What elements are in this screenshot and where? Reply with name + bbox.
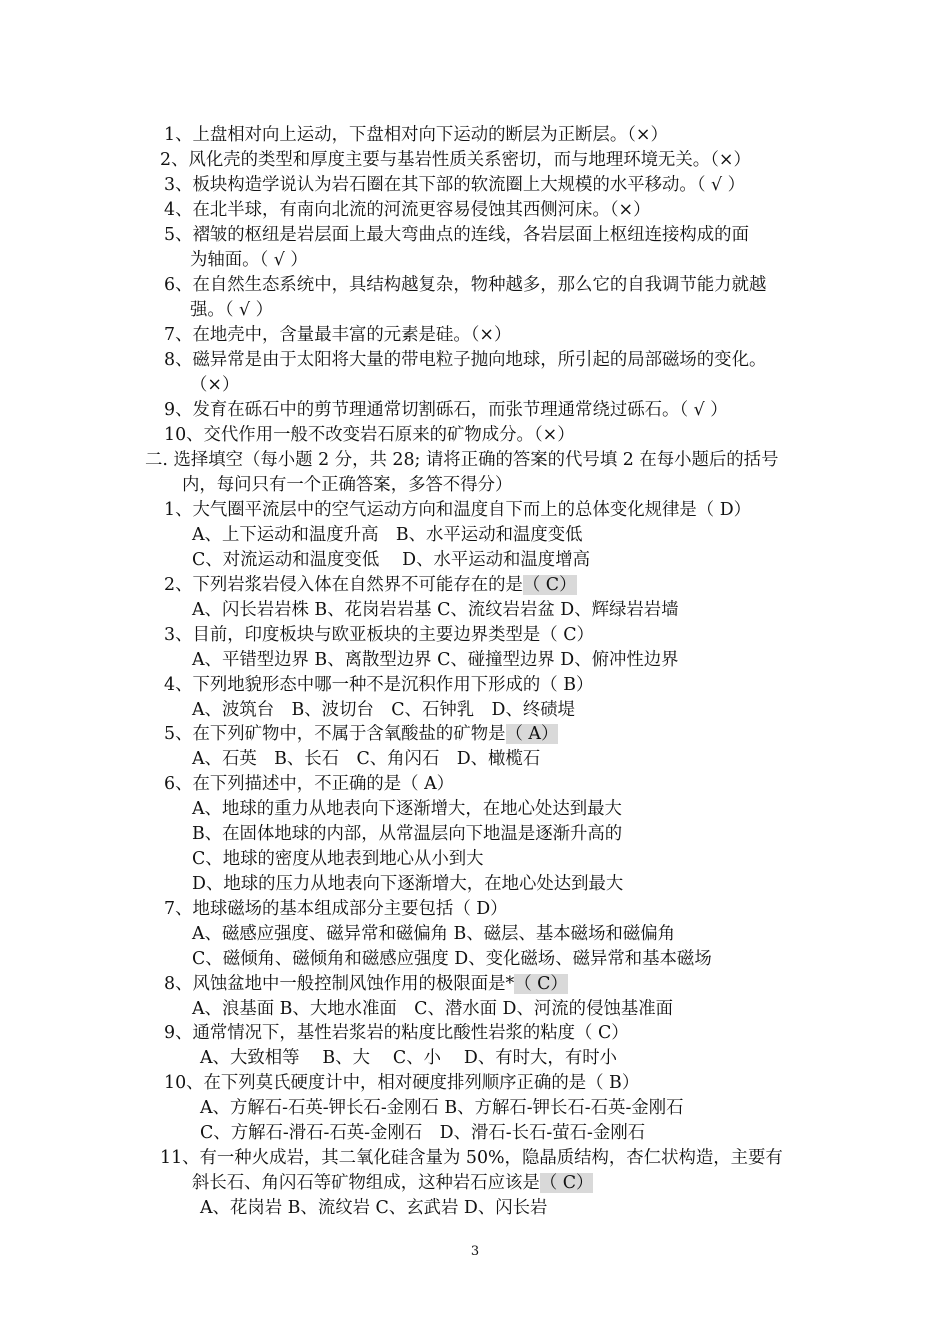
question-5-options: A、石英 B、长石 C、角闪石 D、橄榄石 [192, 749, 541, 769]
question-7-stem: 7、地球磁场的基本组成部分主要包括（ D） [164, 899, 508, 919]
question-10-options-row1: A、方解石-石英-钾长石-金刚石 B、方解石-钾长石-石英-金刚石 [200, 1098, 684, 1118]
tf-item-2: 2、风化壳的类型和厚度主要与基岩性质关系密切，而与地理环境无关。（×） [160, 150, 751, 170]
question-11-options: A、花岗岩 B、流纹岩 C、玄武岩 D、闪长岩 [200, 1198, 548, 1218]
question-2-answer: （ C） [522, 575, 577, 595]
tf-item-4: 4、在北半球，有南向北流的河流更容易侵蚀其西侧河床。（×） [164, 200, 651, 220]
question-1-stem: 1、大气圈平流层中的空气运动方向和温度自下而上的总体变化规律是（ D） [164, 500, 752, 520]
question-11-stem: 11、有一种火成岩，其二氧化硅含量为 50%，隐晶质结构，杏仁状构造，主要有 [160, 1148, 783, 1168]
page-number: 3 [470, 1244, 480, 1259]
tf-item-3: 3、板块构造学说认为岩石圈在其下部的软流圈上大规模的水平移动。（ √ ） [164, 175, 746, 195]
tf-item-5-continuation: 为轴面。（ √ ） [190, 250, 308, 270]
section2-heading: 二. 选择填空（每小题 2 分，共 28; 请将正确的答案的代号填 2 在每小题后的括号 [145, 450, 779, 470]
question-5-stem: 5、在下列矿物中，不属于含氧酸盐的矿物是 [164, 724, 506, 744]
question-8-answer: （ C） [514, 974, 568, 994]
question-6-stem: 6、在下列描述中，不正确的是（ A） [164, 774, 455, 794]
tf-item-7: 7、在地壳中，含量最丰富的元素是硅。（×） [164, 325, 512, 345]
question-3-options: A、平错型边界 B、离散型边界 C、碰撞型边界 D、俯冲性边界 [192, 650, 679, 670]
question-6-option-b: B、在固体地球的内部，从常温层向下地温是逐渐升高的 [192, 824, 623, 844]
question-6-option-c: C、地球的密度从地表到地心从小到大 [192, 849, 484, 869]
question-11-line2 [192, 1171, 593, 1195]
section2-heading-continuation: 内，每问只有一个正确答案，多答不得分） [182, 475, 513, 495]
question-7-options-row2: C、磁倾角、磁倾角和磁感应强度 D、变化磁场、磁异常和基本磁场 [192, 949, 712, 969]
question-10-stem: 10、在下列莫氏硬度计中，相对硬度排列顺序正确的是（ B） [164, 1073, 640, 1093]
question-1-options-row2: C、对流运动和温度变低 D、水平运动和温度增高 [192, 550, 590, 570]
tf-item-9: 9、发育在砾石中的剪节理通常切割砾石，而张节理通常绕过砾石。（ √ ） [164, 400, 728, 420]
question-2-options: A、闪长岩岩株 B、花岗岩岩基 C、流纹岩岩盆 D、辉绿岩岩墙 [192, 600, 679, 620]
question-6-option-d: D、地球的压力从地表向下逐渐增大，在地心处达到最大 [192, 874, 624, 894]
question-8-line [164, 972, 568, 996]
question-3-stem: 3、目前，印度板块与欧亚板块的主要边界类型是（ C） [164, 625, 594, 645]
tf-item-8-continuation: （×） [190, 375, 240, 395]
question-1-options-row1: A、上下运动和温度升高 B、水平运动和温度变低 [192, 525, 583, 545]
question-5-line [164, 722, 558, 746]
question-7-options-row1: A、磁感应强度、磁异常和磁偏角 B、磁层、基本磁场和磁偏角 [192, 924, 676, 944]
tf-item-6: 6、在自然生态系统中，具结构越复杂，物种越多，那么它的自我调节能力就越 [164, 275, 767, 295]
question-8-stem: 8、风蚀盆地中一般控制风蚀作用的极限面是* [164, 974, 515, 994]
question-10-options-row2: C、方解石-滑石-石英-金刚石 D、滑石-长石-萤石-金刚石 [200, 1123, 646, 1143]
question-9-stem: 9、通常情况下，基性岩浆岩的粘度比酸性岩浆的粘度（ C） [164, 1023, 629, 1043]
question-4-stem: 4、下列地貌形态中哪一种不是沉积作用下形成的（ B） [164, 675, 594, 695]
question-9-options: A、大致相等 B、大 C、小 D、有时大，有时小 [200, 1048, 617, 1068]
question-11-stem-continuation: 斜长石、角闪石等矿物组成，这种岩石应该是 [192, 1173, 540, 1193]
question-2-line [164, 573, 577, 597]
question-8-options: A、浪基面 B、大地水准面 C、潜水面 D、河流的侵蚀基准面 [192, 999, 674, 1019]
question-4-options: A、波筑台 B、波切台 C、石钟乳 D、终碛堤 [192, 700, 576, 720]
tf-item-1: 1、上盘相对向上运动，下盘相对向下运动的断层为正断层。（×） [164, 125, 668, 145]
tf-item-10: 10、交代作用一般不改变岩石原来的矿物成分。（×） [164, 425, 575, 445]
tf-item-6-continuation: 强。（ √ ） [190, 300, 274, 320]
tf-item-8: 8、磁异常是由于太阳将大量的带电粒子抛向地球，所引起的局部磁场的变化。 [164, 350, 767, 370]
tf-item-5: 5、褶皱的枢纽是岩层面上最大弯曲点的连线，各岩层面上枢纽连接构成的面 [164, 225, 749, 245]
question-2-stem: 2、下列岩浆岩侵入体在自然界不可能存在的是 [164, 575, 523, 595]
question-11-answer: （ C） [539, 1173, 594, 1193]
question-6-option-a: A、地球的重力从地表向下逐渐增大，在地心处达到最大 [192, 799, 622, 819]
question-5-answer: （ A） [505, 724, 559, 744]
